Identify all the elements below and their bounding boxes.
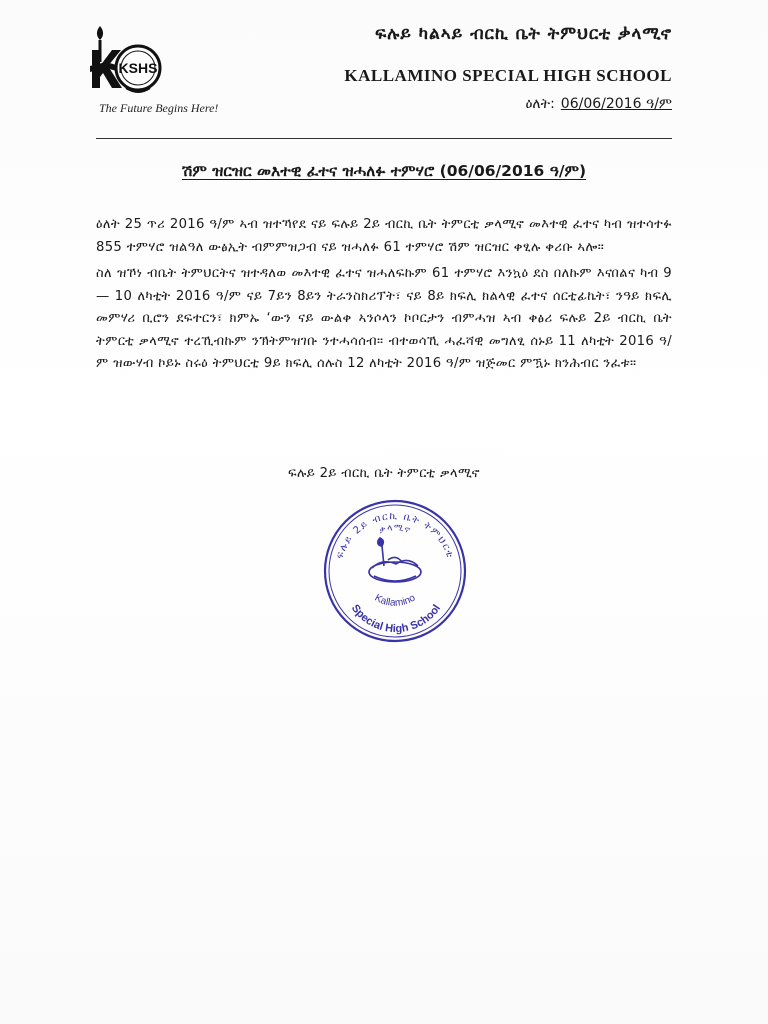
date-value: 06/06/2016 ዓ/ም: [560, 96, 672, 112]
letter-body: [96, 214, 672, 380]
signatory: ፍሉይ 2ይ ብርኪ ቤት ትምርቲ ቃላሚኖ: [288, 466, 480, 481]
school-motto: The Future Begins Here!: [99, 101, 219, 115]
paragraph-2: ስለ ዝኾነ ብቤት ትምህርትና ዝተዳለወ መእተዊ ፈተና ዝሓለፍኩም 61 ተምሃሮ እንኳዕ ደስ በለኩም እናበልና ካብ 9 — 10 ለካቲት 2016 ዓ/ም ናይ 7ይን 8ይን ትራንስክሪፕት፣ ናይ 8ይ ክፍሊ ክልላዊ ፈተና ሰርቲፊኬት፣ ንዓይ ክፍሊ መምሃሪ ቢሮን ደፍተርን፣ ክምኡ ‘ውን ናይ ውልቀ ኣንሶላን ኮቦርታን ብምሓዝ ኣብ ቀፅሪ ፍሉይ 2ይ ብርኪ ቤት ትምርቲ ቃላሚኖ ተረኺብኩም ንኽትምዝገቡ ንተሓሳሰብ። ብተወሳኺ ሓፈሻዊ መግለፂ ሰኑይ 11 ለካቲት 2016 ዓ/ም ዝውሃብ ኮይኑ ስሩዕ ትምህርቲ 9ይ ክፍሊ ሰሉስ 12 ለካቲት 2016 ዓ/ም ዝጅመር ምዃኑ ክንሕብር ንፈቱ።: [96, 266, 672, 371]
letter-date: [525, 96, 672, 112]
svg-text:ቃላሚኖ: ቃላሚኖ: [377, 522, 413, 537]
stamp-emblem-icon: [369, 538, 421, 582]
svg-text:KSHS: KSHS: [118, 60, 158, 76]
torch-flame-icon: [97, 26, 103, 40]
school-logo: [86, 22, 168, 100]
letter-title: [0, 162, 768, 181]
date-label: ዕለት:: [525, 96, 555, 112]
school-name-amharic: ፍሉይ ካልኣይ ብርኪ ቤት ትምህርቲ ቃላሚኖ: [374, 24, 672, 44]
school-name-english: KALLAMINO SPECIAL HIGH SCHOOL: [344, 66, 672, 85]
official-stamp: [318, 496, 472, 646]
paragraph-1: ዕለት 25 ጥሪ 2016 ዓ/ም ኣብ ዝተኻየደ ናይ ፍሉይ 2ይ ብርኪ ቤት ትምርቲ ቃላሚኖ መእተዊ ፈተና ካብ ዝተሳተፉ 855 ተምሃሮ ዝልዓለ ውፅኢት ብምምዝጋብ ናይ ዝሓለፉ 61 ተምሃሮ ሽም ዝርዝር ቀፂሉ ቀሪቡ ኣሎ።: [96, 217, 672, 255]
svg-text:Special High School: Special High School: [348, 602, 444, 636]
svg-text:Kallamino: Kallamino: [372, 592, 418, 609]
header-divider: [96, 138, 672, 139]
svg-text:ፍሉይ 2ይ ብርኪ ቤት ትምህርቲ: ፍሉይ 2ይ ብርኪ ቤት ትምህርቲ: [334, 510, 456, 561]
letter-title-text: ሽም ዝርዝር መእተዊ ፈተና ዝሓለፉ ተምሃሮ (06/06/2016 ዓ/ም): [181, 162, 587, 180]
